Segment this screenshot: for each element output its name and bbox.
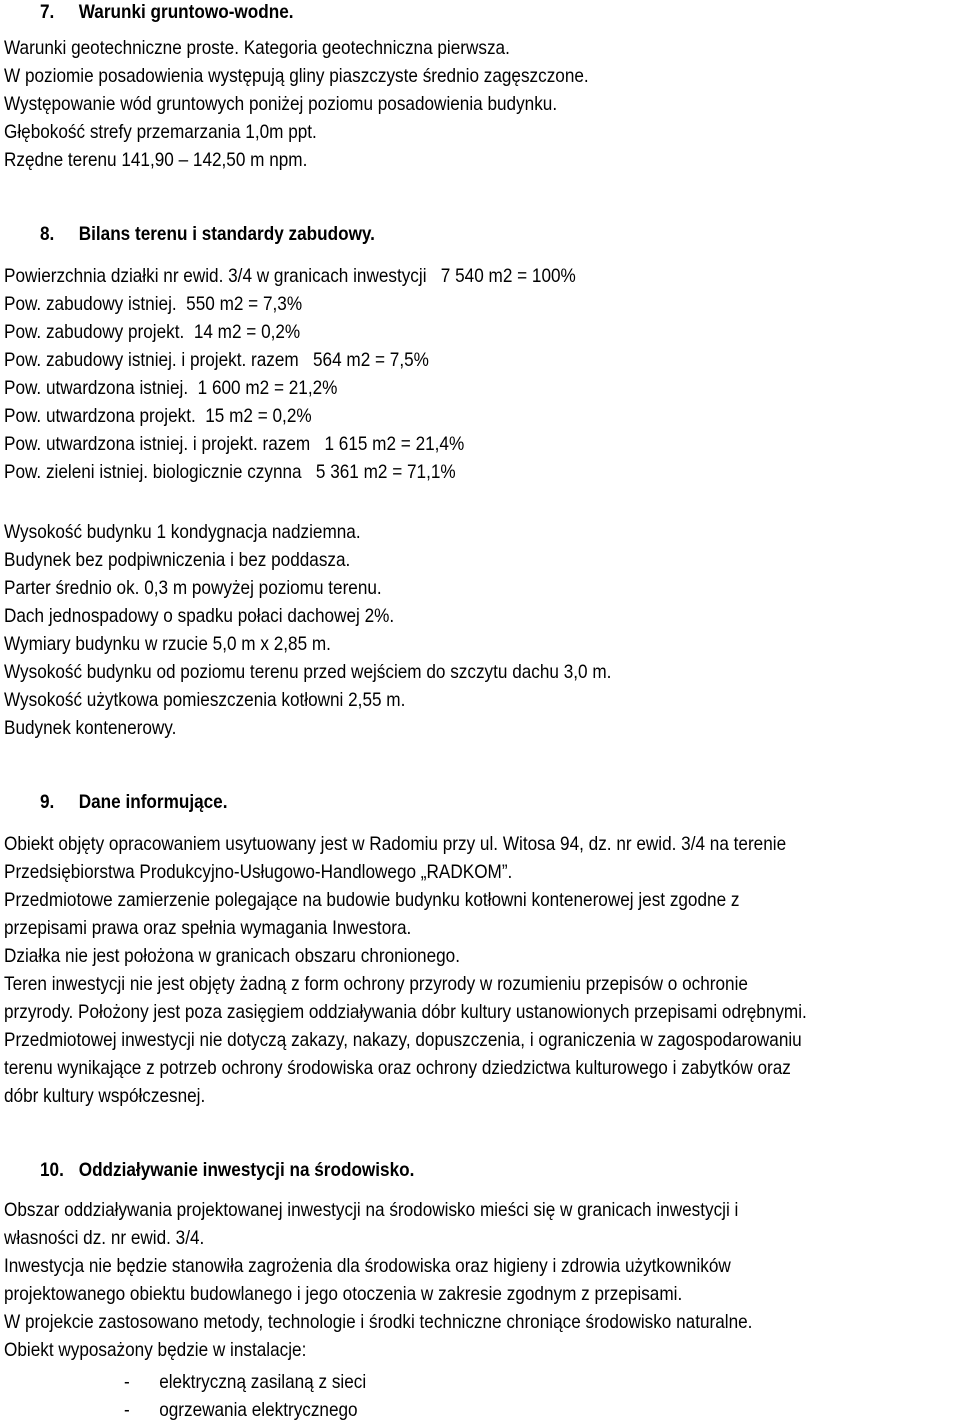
text-line: Wysokość budynku 1 kondygnacja nadziemna. [4, 521, 361, 543]
section-number: 10. [40, 1159, 64, 1181]
text-line: Budynek bez podpiwniczenia i bez poddasza. [4, 549, 351, 571]
text-line: terenu wynikające z potrzeb ochrony środowiska oraz ochrony dziedzictwa kulturowego i zabytków oraz [4, 1057, 791, 1079]
text-line: Przedmiotowej inwestycji nie dotyczą zakazy, nakazy, dopuszczenia, i ograniczenia w zagospodarowaniu [4, 1029, 802, 1051]
text-line: W projekcie zastosowano metody, technologie i środki techniczne chroniące środowisko naturalne. [4, 1311, 753, 1333]
text-line: Teren inwestycji nie jest objęty żadną z form ochrony przyrody w rozumieniu przepisów o ochronie [4, 973, 748, 995]
section-number: 8. [40, 223, 55, 245]
text-line: Dach jednospadowy o spadku połaci dachowej 2%. [4, 605, 395, 627]
text-line: Głębokość strefy przemarzania 1,0m ppt. [4, 121, 317, 143]
text-line: Przedsiębiorstwa Produkcyjno-Usługowo-Handlowego „RADKOM”. [4, 861, 513, 883]
list-item [124, 1396, 358, 1424]
text-line: Rzędne terenu 141,90 – 142,50 m npm. [4, 149, 308, 171]
list-dash: - [124, 1399, 130, 1421]
text-line: dóbr kultury współczesnej. [4, 1085, 206, 1107]
section-title: Oddziaływanie inwestycji na środowisko. [78, 1159, 415, 1181]
text-line: Pow. utwardzona istniej. i projekt. razem 1 615 m2 = 21,4% [4, 433, 465, 455]
text-line: Pow. utwardzona istniej. 1 600 m2 = 21,2% [4, 377, 338, 399]
text-line: przepisami prawa oraz spełnia wymagania Inwestora. [4, 917, 412, 939]
section-number: 7. [40, 1, 55, 23]
text-line: Budynek kontenerowy. [4, 717, 177, 739]
text-line: przyrody. Położony jest poza zasięgiem oddziaływania dóbr kultury ustanowionych przepisami odrębnymi. [4, 1001, 807, 1023]
text-line: Obiekt objęty opracowaniem usytuowany jest w Radomiu przy ul. Witosa 94, dz. nr ewid. 3/4 na terenie [4, 833, 787, 855]
text-line: Parter średnio ok. 0,3 m powyżej poziomu terenu. [4, 577, 382, 599]
text-line: Pow. zabudowy projekt. 14 m2 = 0,2% [4, 321, 301, 343]
list-dash: - [124, 1371, 130, 1393]
text-line: Wymiary budynku w rzucie 5,0 m x 2,85 m. [4, 633, 331, 655]
text-line: Występowanie wód gruntowych poniżej poziomu posadowienia budynku. [4, 93, 558, 115]
text-line: Powierzchnia działki nr ewid. 3/4 w granicach inwestycji 7 540 m2 = 100% [4, 265, 576, 287]
list-item [124, 1368, 366, 1396]
text-line: Pow. zieleni istniej. biologicznie czynna 5 361 m2 = 71,1% [4, 461, 456, 483]
text-line: Obiekt wyposażony będzie w instalacje: [4, 1339, 307, 1361]
text-line: Inwestycja nie będzie stanowiła zagrożenia dla środowiska oraz higieny i zdrowia użytkowników [4, 1255, 731, 1277]
section-title: Bilans terenu i standardy zabudowy. [78, 223, 375, 245]
section-7-heading [40, 0, 294, 26]
section-8-heading [40, 220, 375, 248]
text-line: projektowanego obiektu budowlanego i jego otoczenia w zakresie zgodnym z przepisami. [4, 1283, 683, 1305]
text-line: Pow. utwardzona projekt. 15 m2 = 0,2% [4, 405, 312, 427]
list-item-text: ogrzewania elektrycznego [159, 1399, 358, 1421]
text-line: Działka nie jest położona w granicach obszaru chronionego. [4, 945, 460, 967]
text-line: Wysokość użytkowa pomieszczenia kotłowni 2,55 m. [4, 689, 406, 711]
text-line: Wysokość budynku od poziomu terenu przed wejściem do szczytu dachu 3,0 m. [4, 661, 612, 683]
text-line: Warunki geotechniczne proste. Kategoria geotechniczna pierwsza. [4, 37, 510, 59]
section-title: Warunki gruntowo-wodne. [78, 1, 294, 23]
text-line: Obszar oddziaływania projektowanej inwestycji na środowisko mieści się w granicach inwestycji i [4, 1199, 739, 1221]
section-9-heading [40, 788, 227, 816]
section-title: Dane informujące. [78, 791, 228, 813]
text-line: Przedmiotowe zamierzenie polegające na budowie budynku kotłowni kontenerowej jest zgodne z [4, 889, 740, 911]
section-number: 9. [40, 791, 55, 813]
text-line: Pow. zabudowy istniej. i projekt. razem 564 m2 = 7,5% [4, 349, 429, 371]
text-line: W poziomie posadowienia występują gliny piaszczyste średnio zagęszczone. [4, 65, 589, 87]
list-item-text: elektryczną zasilaną z sieci [159, 1371, 367, 1393]
text-line: Pow. zabudowy istniej. 550 m2 = 7,3% [4, 293, 303, 315]
text-line: własności dz. nr ewid. 3/4. [4, 1227, 205, 1249]
section-10-heading [40, 1156, 414, 1184]
